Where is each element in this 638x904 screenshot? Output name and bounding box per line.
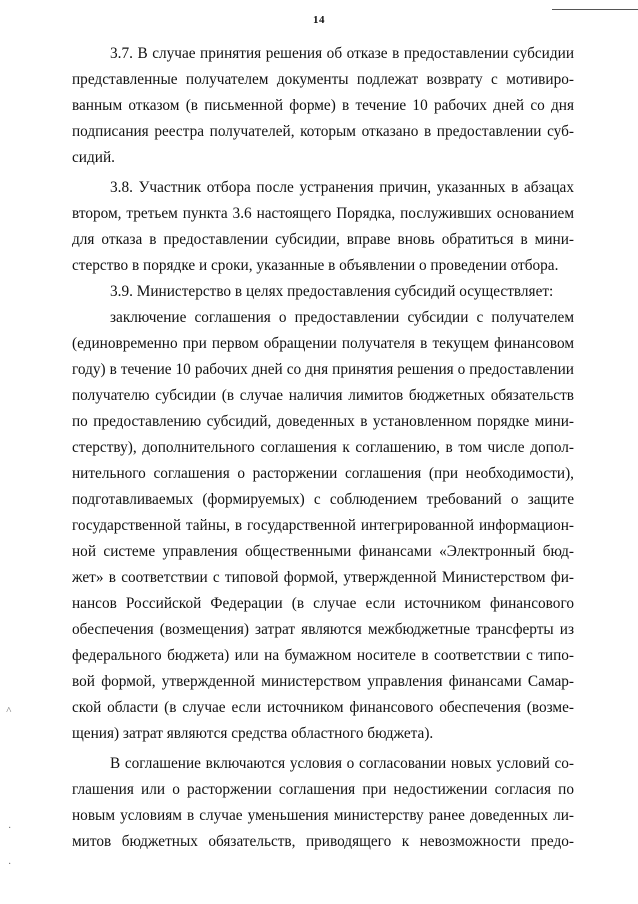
text-line: подготавливаемых (формируемых) с соблюдением требований о защите xyxy=(72,491,574,508)
text-line: федерального бюджета) или на бумажном носителе в соответствии с типо- xyxy=(72,647,574,664)
text-line: 3.9. Министерство в целях предоставления субсидий осуществляет: xyxy=(110,283,554,300)
text-line: стерство в порядке и сроки, указанные в объявлении о проведении отбора. xyxy=(72,257,559,274)
text-line: заключение соглашения о предоставлении субсидии с получателем xyxy=(110,309,574,326)
page-number: 14 xyxy=(313,14,325,26)
text-line: В соглашение включаются условия о согласовании новых условий со- xyxy=(110,755,574,772)
text-line: обеспечения (возмещения) затрат являются межбюджетные трансферты из xyxy=(72,621,574,638)
text-line: нительного соглашения о расторжении соглашения (при необходимости), xyxy=(72,465,574,482)
text-line: представленные получателем документы подлежат возврату с мотивиро- xyxy=(72,71,574,88)
text-line: вой формой, утвержденной министерством управления финансами Самар- xyxy=(72,673,574,690)
text-line: по предоставлению субсидий, доведенных в установленном порядке мини- xyxy=(72,413,574,430)
top-rule xyxy=(552,9,638,10)
margin-scan-mark: · xyxy=(8,859,12,870)
text-line: сидий. xyxy=(72,149,115,166)
text-line: для отказа в предоставлении субсидии, вправе вновь обратиться в мини- xyxy=(72,231,574,248)
text-line: (единовременно при первом обращении получателя в текущем финансовом xyxy=(72,335,574,352)
text-line: году) в течение 10 рабочих дней со дня принятия решения о предоставлении xyxy=(72,361,574,378)
text-line: митов бюджетных обязательств, приводящего к невозможности предо- xyxy=(72,833,574,850)
text-line: 3.7. В случае принятия решения об отказе в предоставлении субсидии xyxy=(110,45,574,62)
text-line: государственной тайны, в государственной интегрированной информацион- xyxy=(72,517,574,534)
text-line: стерству), дополнительного соглашения к соглашению, в том числе допол- xyxy=(72,439,574,456)
text-line: глашения или о расторжении соглашения при недостижении согласия по xyxy=(72,781,574,798)
text-line: ской области (в случае если источником финансового обеспечения (возме- xyxy=(72,699,574,716)
text-line: ной системе управления общественными финансами «Электронный бюд- xyxy=(72,543,574,560)
text-line: ванным отказом (в письменной форме) в течение 10 рабочих дней со дня xyxy=(72,97,574,114)
text-line: новым условиям в случае уменьшения министерству ранее доведенных ли- xyxy=(72,807,574,824)
text-line: получателю субсидии (в случае наличия лимитов бюджетных обязательств xyxy=(72,387,574,404)
text-line: втором, третьем пункта 3.6 настоящего Порядка, послуживших основанием xyxy=(72,205,574,222)
text-line: подписания реестра получателей, которым отказано в предоставлении суб- xyxy=(72,123,574,140)
text-line: нансов Российской Федерации (в случае если источником финансового xyxy=(72,595,574,612)
text-line: 3.8. Участник отбора после устранения причин, указанных в абзацах xyxy=(110,179,574,196)
margin-scan-mark: · xyxy=(8,823,12,834)
margin-scan-mark: ˄ xyxy=(6,705,12,716)
text-line: щения) затрат являются средства областного бюджета). xyxy=(72,725,434,742)
text-line: жет» в соответствии с типовой формой, утвержденной Министерством фи- xyxy=(72,569,574,586)
